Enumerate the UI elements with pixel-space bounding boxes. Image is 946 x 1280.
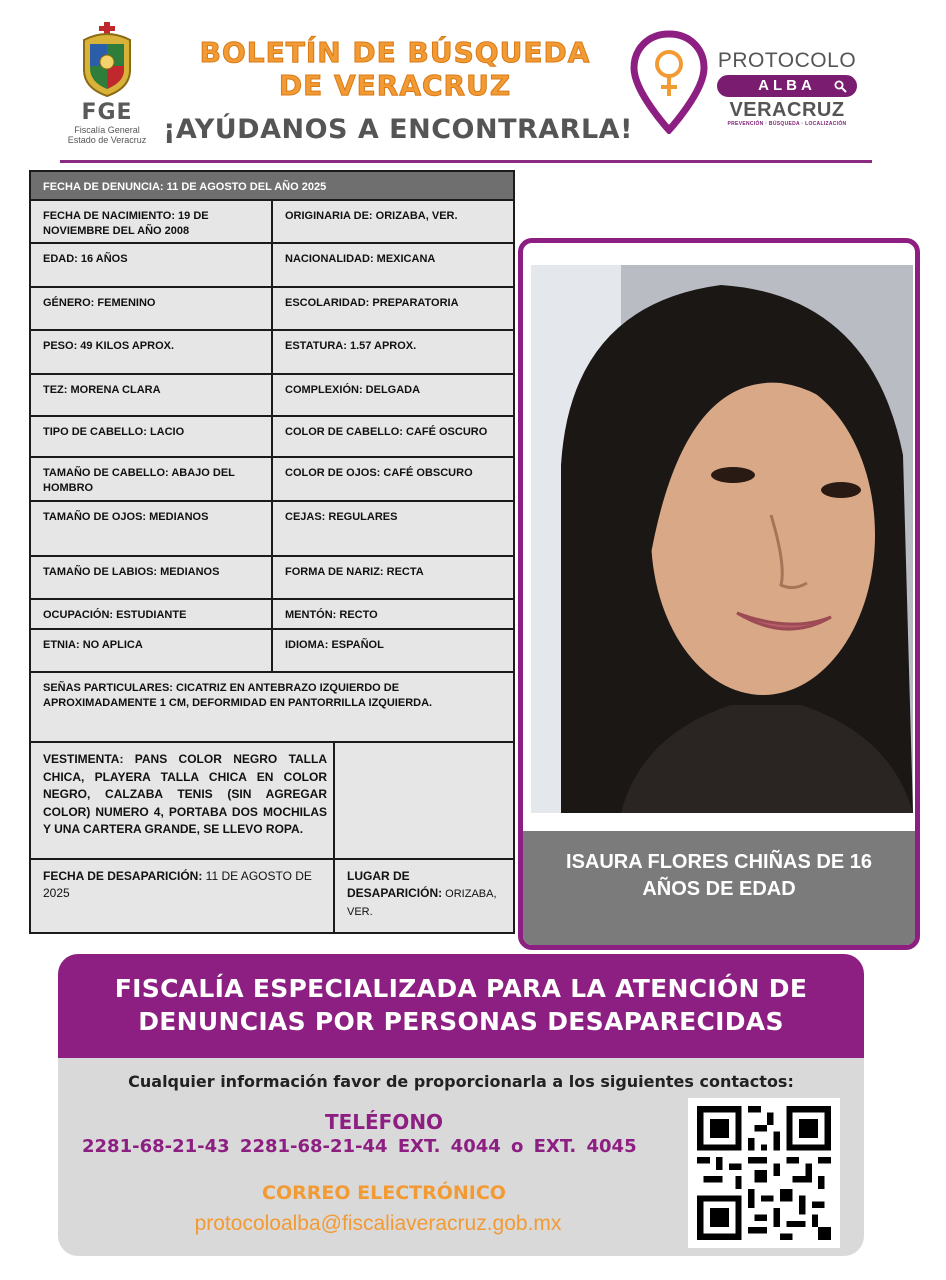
hair-color: COLOR DE CABELLO: CAFÉ OSCURO xyxy=(285,426,488,438)
table-row xyxy=(31,630,513,673)
person-name-caption xyxy=(523,831,915,945)
disappearance-place-value: ORIZABA, VER. xyxy=(347,888,497,918)
eye-size: TAMAÑO DE OJOS: MEDIANOS xyxy=(31,502,273,555)
schooling: ESCOLARIDAD: PREPARATORIA xyxy=(285,297,459,309)
alba-word-veracruz: VERACRUZ xyxy=(729,99,845,121)
table-row xyxy=(31,458,513,502)
missing-person-data-table xyxy=(29,170,515,934)
phone-label: TELÉFONO xyxy=(324,1110,444,1134)
qr-code[interactable] xyxy=(688,1098,840,1248)
disappearance-row xyxy=(31,860,513,934)
fiscalia-line2: DENUNCIAS POR PERSONAS DESAPARECIDAS xyxy=(138,1007,784,1036)
clothing-row xyxy=(31,743,513,860)
disappearance-place-label-1: LUGAR DE xyxy=(347,869,410,883)
build: COMPLEXIÓN: DELGADA xyxy=(285,384,421,396)
location-pin-female-icon xyxy=(630,30,708,134)
portrait-illustration xyxy=(531,265,913,813)
email-address[interactable]: protocoloalba@fiscaliaveracruz.gob.mx xyxy=(194,1212,562,1235)
report-date-row xyxy=(31,172,513,201)
nationality: NACIONALIDAD: MEXICANA xyxy=(285,253,436,265)
magnifier-icon xyxy=(834,80,847,93)
bulletin-title-line2: DE VERACRUZ xyxy=(278,69,512,102)
person-photo xyxy=(531,265,913,813)
header-divider xyxy=(60,160,872,163)
protocolo-alba-logo xyxy=(712,50,862,127)
disappearance-date-value: 11 DE AGOSTO DE 2025 xyxy=(43,869,312,900)
age: EDAD: 16 AÑOS xyxy=(31,244,273,286)
alba-word-alba xyxy=(717,75,857,97)
alba-word-protocolo: PROTOCOLO xyxy=(717,49,857,72)
lip-size: TAMAÑO DE LABIOS: MEDIANOS xyxy=(31,557,273,598)
nose-shape: FORMA DE NARIZ: RECTA xyxy=(285,566,424,578)
clothing-description: VESTIMENTA: PANS COLOR NEGRO TALLA CHICA, PLAYERA TALLA CHICA EN COLOR NEGRO, CALZABA TENIS (SIN AGREGAR COLOR) NUMERO 4, PORTABA DOS MOCHILAS Y UNA CARTERA GRANDE, SE LLEVO ROPA. xyxy=(31,743,335,858)
email-label: CORREO ELECTRÓNICO xyxy=(262,1182,506,1204)
table-row xyxy=(31,244,513,288)
table-row xyxy=(31,375,513,417)
table-row xyxy=(31,288,513,331)
fiscalia-banner xyxy=(58,954,864,1058)
eyebrows: CEJAS: REGULARES xyxy=(285,511,398,523)
contact-section xyxy=(58,1058,864,1256)
disappearance-date xyxy=(31,860,335,934)
table-row xyxy=(31,502,513,557)
person-photo-card xyxy=(518,238,920,950)
phone-numbers[interactable]: 2281-68-21-43 2281-68-21-44 EXT. 4044 o EXT. 4045 xyxy=(82,1136,637,1157)
bulletin-subtitle: ¡AYÚDANOS A ENCONTRARLA! xyxy=(163,114,633,145)
qr-code-icon xyxy=(696,1106,832,1240)
fiscalia-line1: FISCALÍA ESPECIALIZADA PARA LA ATENCIÓN DE xyxy=(114,974,808,1003)
table-row xyxy=(31,600,513,630)
language: IDIOMA: ESPAÑOL xyxy=(285,639,384,651)
distinguishing-marks-row xyxy=(31,673,513,743)
fge-logo xyxy=(56,22,158,152)
person-name-text: ISAURA FLORES CHIÑAS DE 16 AÑOS DE EDAD xyxy=(566,851,872,900)
weight: PESO: 49 KILOS APROX. xyxy=(31,331,273,373)
report-date: FECHA DE DENUNCIA: 11 DE AGOSTO DEL AÑO 2025 xyxy=(43,181,327,193)
fge-name-line1: Fiscalía General xyxy=(74,125,140,135)
bulletin-title xyxy=(190,36,600,102)
alba-word-alba-text: ALBA xyxy=(758,77,816,94)
contact-intro: Cualquier información favor de proporcionarla a los siguientes contactos: xyxy=(128,1072,794,1091)
birth-date: FECHA DE NACIMIENTO: 19 DE NOVIEMBRE DEL AÑO 2008 xyxy=(31,201,273,242)
distinguishing-marks: SEÑAS PARTICULARES: CICATRIZ EN ANTEBRAZO IZQUIERDO DE APROXIMADAMENTE 1 CM, DEFORMIDAD EN PANTORRILLA IZQUIERDA. xyxy=(43,682,433,709)
gender: GÉNERO: FEMENINO xyxy=(31,288,273,329)
ethnicity: ETNIA: NO APLICA xyxy=(31,630,273,671)
table-row xyxy=(31,331,513,375)
alba-tagline: PREVENCIÓN · BÚSQUEDA · LOCALIZACIÓN xyxy=(727,121,847,127)
disappearance-place-label-2: DESAPARICIÓN: xyxy=(347,886,443,900)
fge-name-line2: Estado de Veracruz xyxy=(67,135,147,145)
disappearance-date-label: FECHA DE DESAPARICIÓN: xyxy=(43,869,203,883)
origin: ORIGINARIA DE: ORIZABA, VER. xyxy=(285,210,458,222)
table-row xyxy=(31,557,513,600)
bulletin-title-line1: BOLETÍN DE BÚSQUEDA xyxy=(199,36,591,69)
veracruz-shield-icon xyxy=(76,22,138,98)
occupation: OCUPACIÓN: ESTUDIANTE xyxy=(31,600,273,628)
chin: MENTÓN: RECTO xyxy=(285,609,378,621)
fge-abbreviation: FGE xyxy=(81,100,133,125)
table-row xyxy=(31,201,513,244)
hair-type: TIPO DE CABELLO: LACIO xyxy=(31,417,273,456)
skin-tone: TEZ: MORENA CLARA xyxy=(31,375,273,415)
disappearance-place xyxy=(335,860,513,934)
table-row xyxy=(31,417,513,458)
hair-length: TAMAÑO DE CABELLO: ABAJO DEL HOMBRO xyxy=(31,458,273,500)
height: ESTATURA: 1.57 APROX. xyxy=(285,340,417,352)
eye-color: COLOR DE OJOS: CAFÉ OBSCURO xyxy=(285,467,473,479)
